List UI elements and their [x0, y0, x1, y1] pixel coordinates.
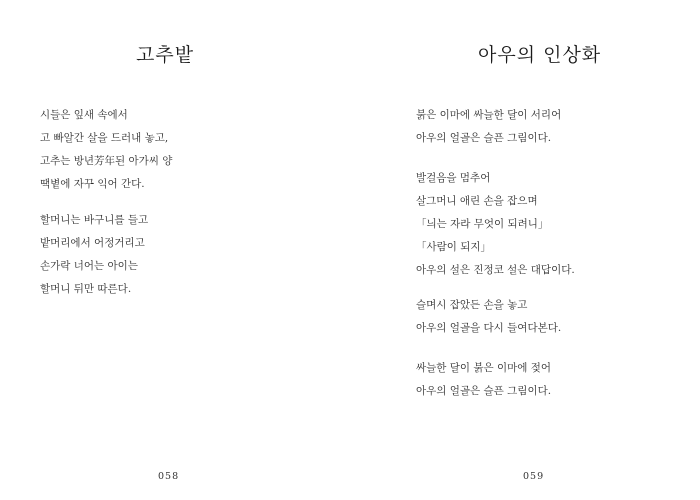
poem-line: 「늬는 자라 무엇이 되려니」	[416, 218, 549, 230]
stanza	[416, 167, 575, 282]
stanza	[40, 104, 172, 196]
stanza	[416, 357, 551, 403]
poem-line: 슬며시 잡았든 손을 놓고	[416, 299, 528, 311]
poem-title: 고추밭	[136, 44, 195, 66]
page-number: 059	[523, 471, 545, 482]
poem-title: 아우의 인상화	[478, 44, 602, 66]
poem-line: 붉은 이마에 싸늘한 달이 서리어	[416, 109, 562, 121]
page-number: 058	[158, 471, 180, 482]
poem-line: 아우의 얼골을 다시 들여다본다.	[416, 322, 562, 334]
stanza	[416, 294, 561, 340]
stanza	[416, 104, 561, 150]
poem-line: 시들은 잎새 속에서	[40, 109, 128, 121]
poem-line: 할머니는 바구니를 들고	[40, 214, 149, 226]
right-page	[350, 0, 700, 500]
poem-line: 아우의 얼골은 슬픈 그림이다.	[416, 132, 552, 144]
poem-line: 「사람이 되지」	[416, 241, 492, 253]
poem-line: 고추는 방년芳年된 아가씨 양	[40, 155, 173, 167]
poem-line: 살그머니 애린 손을 잡으며	[416, 195, 538, 207]
poem-line: 땍볕에 자꾸 익어 간다.	[40, 178, 145, 190]
stanza	[40, 209, 148, 301]
poem-line: 싸늘한 달이 붉은 이마에 젖어	[416, 362, 552, 374]
poem-line: 발걸음을 멈추어	[416, 172, 491, 184]
poem-line: 고 빠알간 살을 드러내 놓고,	[40, 132, 169, 144]
poem-line: 아우의 얼골은 슬픈 그림이다.	[416, 385, 552, 397]
poem-line: 밭머리에서 어정거리고	[40, 237, 145, 249]
poem-line: 할머니 뒤만 따른다.	[40, 283, 132, 295]
poem-line: 손가락 너어는 아이는	[40, 260, 138, 272]
poem-line: 아우의 설은 진정코 설은 대답이다.	[416, 264, 575, 276]
